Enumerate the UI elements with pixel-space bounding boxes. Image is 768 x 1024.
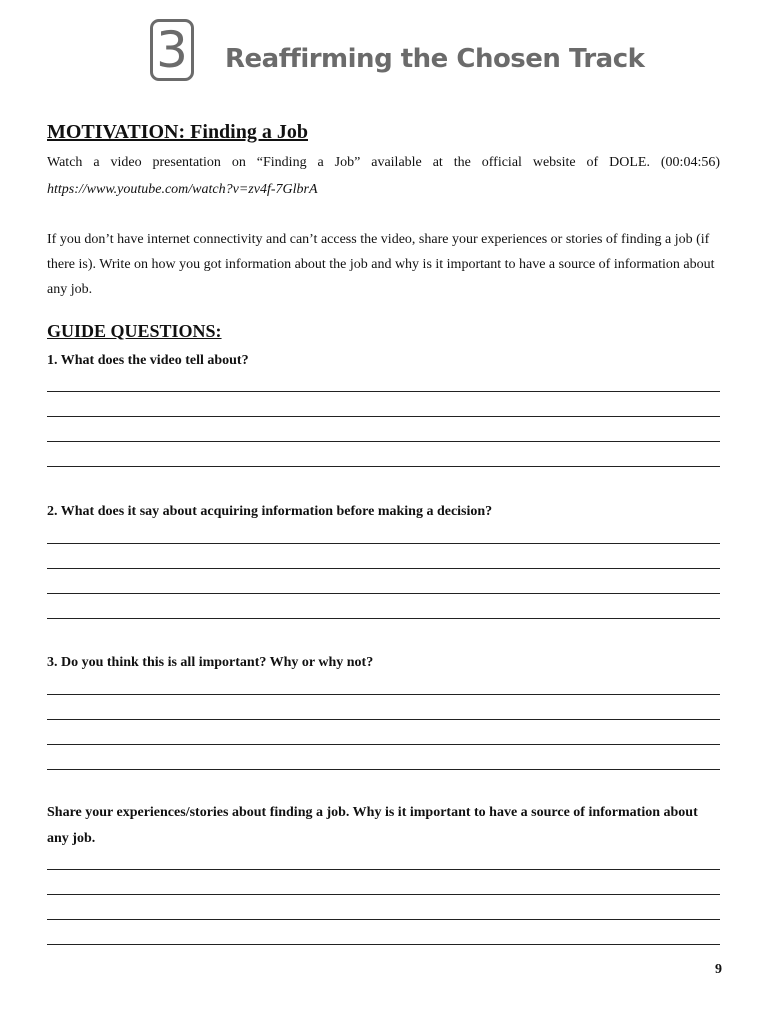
answer-line[interactable] [47,894,720,895]
answer-line[interactable] [47,618,720,619]
share-experiences-prompt: Share your experiences/stories about finding a job. Why is it important to have a source of information about any job. [47,805,698,846]
motivation-intro: Watch a video presentation on “Finding a Job” available at the official website of DOLE. (00:04:56) [47,155,720,170]
chapter-number: 3 [156,21,188,79]
answer-line[interactable] [47,416,720,417]
answer-line[interactable] [47,593,720,594]
answer-line[interactable] [47,694,720,695]
question-1: 1. What does the video tell about? [47,353,249,368]
motivation-alternative-instructions: If you don’t have internet connectivity and can’t access the video, share your experiences or stories of finding a job (if there is). Write on how you got information about the job and why is it important to have a source of information about any job. [47,232,715,297]
answer-line[interactable] [47,543,720,544]
answer-line[interactable] [47,391,720,392]
page-number: 9 [715,962,722,977]
question-3: 3. Do you think this is all important? Why or why not? [47,655,374,670]
chapter-header [0,0,768,100]
answer-line[interactable] [47,944,720,945]
question-2: 2. What does it say about acquiring information before making a decision? [47,504,493,519]
guide-questions-heading: GUIDE QUESTIONS: [47,321,222,341]
answer-line[interactable] [47,919,720,920]
answer-line[interactable] [47,744,720,745]
chapter-number-badge [150,19,194,81]
answer-line[interactable] [47,869,720,870]
motivation-heading: MOTIVATION: Finding a Job [47,121,308,143]
answer-line[interactable] [47,466,720,467]
video-url-link[interactable]: https://www.youtube.com/watch?v=zv4f-7GlbrA [47,182,318,197]
answer-line[interactable] [47,441,720,442]
answer-line[interactable] [47,719,720,720]
chapter-title: Reaffirming the Chosen Track [225,44,645,74]
answer-line[interactable] [47,568,720,569]
answer-line[interactable] [47,769,720,770]
